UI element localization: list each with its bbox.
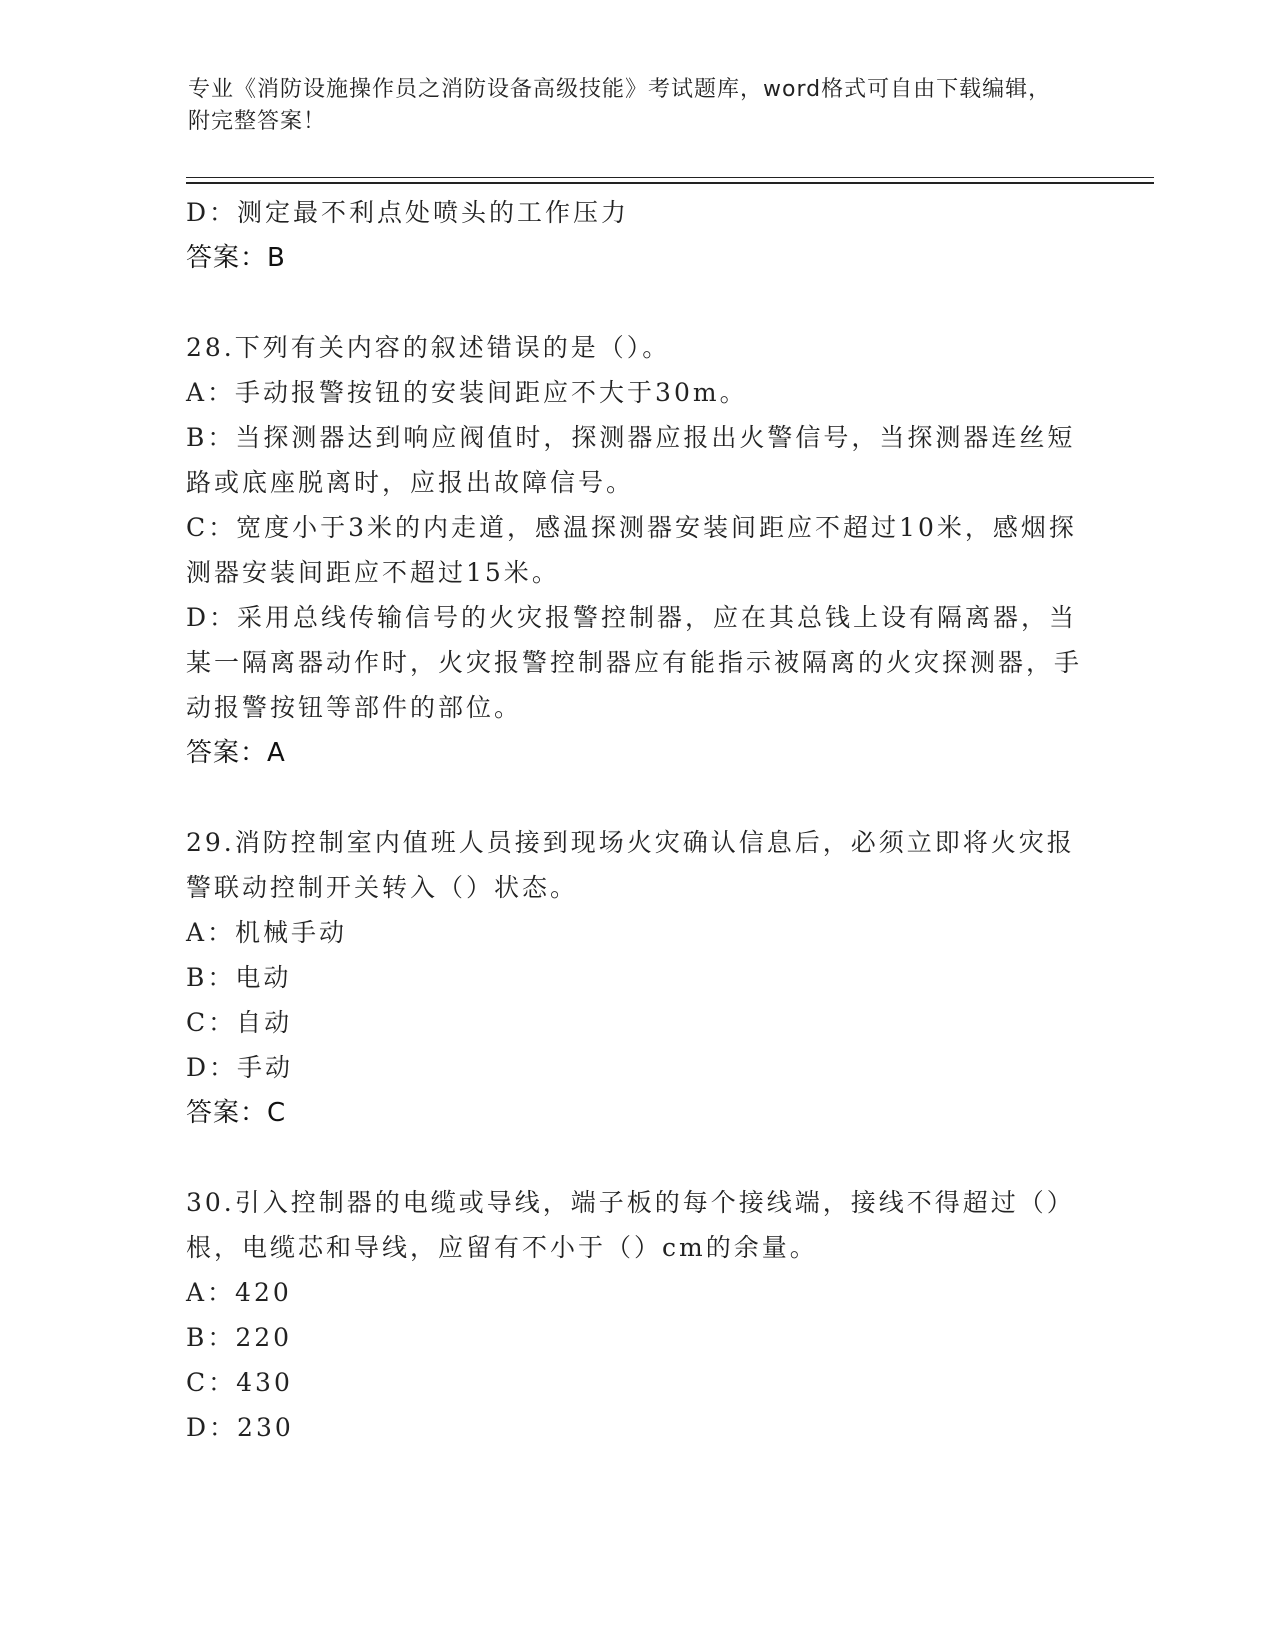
spacer [186,1136,1086,1180]
question-29: 29.消防控制室内值班人员接到现场火灾确认信息后，必须立即将火灾报警联动控制开关转入（）状态。 [186,828,1075,902]
header-rule-thick [186,182,1154,184]
q29-option-a: A：机械手动 [186,918,348,947]
spacer [186,281,1086,325]
q29-option-d: D：手动 [186,1053,294,1082]
prev-option-d: D：测定最不利点处喷头的工作压力 [186,198,630,227]
question-30: 30.引入控制器的电缆或导线，端子板的每个接线端，接线不得超过（）根，电缆芯和导线，应留有不小于（）cm的余量。 [186,1188,1075,1262]
question-28: 28.下列有关内容的叙述错误的是（）。 [186,333,671,362]
spacer [186,776,1086,820]
header-rule-thin [186,177,1154,178]
q28-option-b: B：当探测器达到响应阀值时，探测器应报出火警信号，当探测器连丝短路或底座脱离时，应报出故障信号。 [186,423,1076,497]
q30-option-a: A：420 [186,1278,292,1307]
q28-option-a: A：手动报警按钮的安装间距应不大于30m。 [186,378,748,407]
q28-option-d: D：采用总线传输信号的火灾报警控制器，应在其总钱上设有隔离器，当某一隔离器动作时，火灾报警控制器应有能指示被隔离的火灾探测器，手动报警按钮等部件的部位。 [186,603,1083,722]
q28-answer: 答案：A [186,738,286,768]
document-header: 专业《消防设施操作员之消防设备高级技能》考试题库，word格式可自由下载编辑，附完整答案！ [188,77,1052,134]
q29-answer: 答案：C [186,1098,287,1128]
q30-option-d: D：230 [186,1413,294,1442]
prev-answer: 答案：B [186,243,286,273]
q30-option-c: C：430 [186,1368,293,1397]
q28-option-c: C：宽度小于3米的内走道，感温探测器安装间距应不超过10米，感烟探测器安装间距应不超过15米。 [186,513,1077,587]
q29-option-b: B：电动 [186,963,292,992]
document-body [186,190,1086,1450]
q30-option-b: B：220 [186,1323,293,1352]
q29-option-c: C：自动 [186,1008,293,1037]
